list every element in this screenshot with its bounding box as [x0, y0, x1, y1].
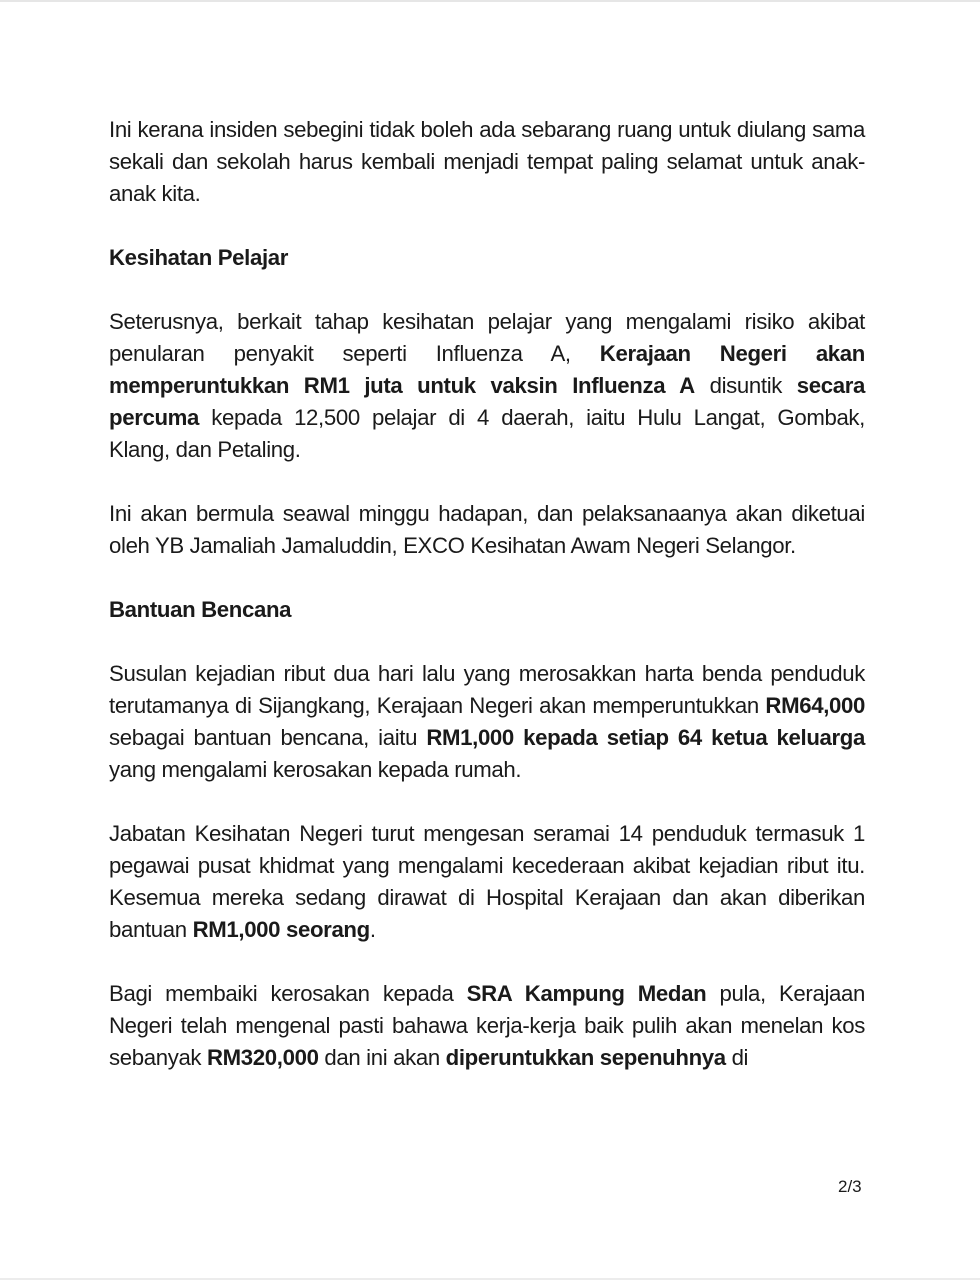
spacer [109, 562, 865, 594]
page-top-edge [0, 0, 980, 2]
health-paragraph-vaccine [109, 306, 865, 466]
text-segment: dan ini akan [318, 1045, 446, 1070]
text-segment: Jabatan Kesihatan Negeri turut mengesan seramai 14 penduduk termasuk 1 pegawai pusat khidmat yang mengalami kecederaan akibat kejadian ribut itu. Kesemua mereka sedang dirawat di Hospital Kerajaan dan akan diberikan bantuan [109, 821, 865, 942]
section-heading-kesihatan-pelajar: Kesihatan Pelajar [109, 245, 289, 270]
text-segment: Susulan kejadian ribut dua hari lalu yang merosakkan harta benda penduduk terutamanya di Sijangkang, Kerajaan Negeri akan memperuntukkan [109, 661, 865, 718]
bold-segment: Kerajaan Negeri akan memperuntukkan RM1 juta untuk vaksin Influenza A [109, 341, 865, 398]
text-segment: pula, Kerajaan Negeri telah mengenal pasti bahawa kerja-kerja baik pulih akan menelan kos sebanyak [109, 981, 865, 1070]
spacer [109, 626, 865, 658]
text-segment: di [725, 1045, 749, 1070]
bold-segment: RM64,000 [765, 693, 865, 718]
disaster-paragraph-sra-repair [109, 978, 865, 1074]
spacer [109, 274, 865, 306]
text-segment: kepada 12,500 pelajar di 4 daerah, iaitu Hulu Langat, Gombak, Klang, dan Petaling. [109, 405, 865, 462]
bold-segment: diperuntukkan sepenuhnya [445, 1045, 726, 1070]
section-heading-bantuan-bencana: Bantuan Bencana [109, 597, 292, 622]
disaster-paragraph-injuries [109, 818, 865, 946]
text-segment: disuntik [694, 373, 797, 398]
bold-segment: RM320,000 [207, 1045, 319, 1070]
bold-segment: RM1,000 seorang [192, 917, 370, 942]
text-segment: sebagai bantuan bencana, iaitu [109, 725, 427, 750]
health-paragraph-schedule: Ini akan bermula seawal minggu hadapan, dan pelaksanaanya akan diketuai oleh YB Jamaliah Jamaluddin, EXCO Kesihatan Awam Negeri Selangor. [109, 501, 865, 558]
text-segment: . [369, 917, 376, 942]
text-segment: yang mengalami kerosakan kepada rumah. [109, 757, 522, 782]
text-segment: Seterusnya, berkait tahap kesihatan pelajar yang mengalami risiko akibat penularan penyakit seperti Influenza A, [109, 309, 865, 366]
intro-text: Ini kerana insiden sebegini tidak boleh ada sebarang ruang untuk diulang sama sekali dan sekolah harus kembali menjadi tempat paling selamat untuk anak-anak kita. [109, 117, 865, 206]
page-number: 2/3 [838, 1177, 862, 1196]
bold-segment: RM1,000 kepada setiap 64 ketua keluarga [426, 725, 866, 750]
disaster-paragraph-allocation [109, 658, 865, 786]
intro-paragraph [109, 114, 865, 210]
spacer [109, 786, 865, 818]
spacer [109, 466, 865, 498]
document-page [109, 114, 865, 1074]
text-segment: Bagi membaiki kerosakan kepada [109, 981, 467, 1006]
bold-segment: secara percuma [109, 373, 866, 430]
spacer [109, 210, 865, 242]
spacer [109, 946, 865, 978]
bold-segment: SRA Kampung Medan [466, 981, 707, 1006]
